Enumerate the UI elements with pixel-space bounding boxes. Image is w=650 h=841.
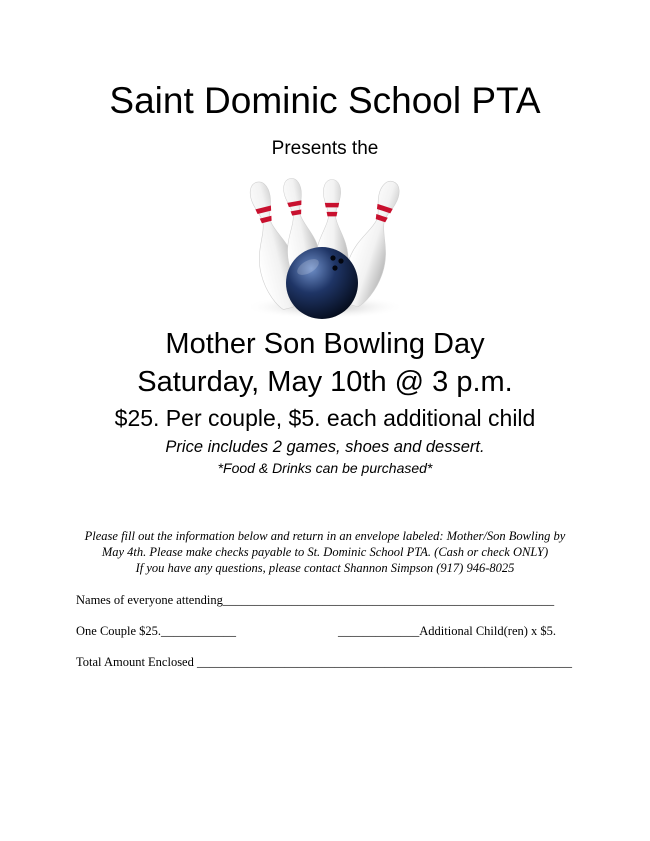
page-title: Saint Dominic School PTA	[109, 80, 541, 121]
instructions-line: May 4th. Please make checks payable to St. Dominic School PTA. (Cash or check ONLY)	[101, 545, 549, 559]
event-name: Mother Son Bowling Day	[165, 328, 485, 360]
bowling-pins-and-ball-icon	[240, 165, 410, 325]
names-attending-field[interactable]: Names of everyone attending_____________________________________________________	[76, 593, 555, 607]
instructions-line: Please fill out the information below and return in an envelope labeled: Mother/Son Bowling by	[84, 529, 566, 543]
finger-hole	[332, 265, 337, 270]
pin-stripe	[325, 203, 339, 208]
total-amount-field[interactable]: Total Amount Enclosed ____________________________________________________________	[76, 655, 572, 669]
presents-subtitle: Presents the	[271, 138, 379, 159]
pin-stripe	[327, 212, 338, 217]
food-note: *Food & Drinks can be purchased*	[217, 460, 433, 476]
event-date: Saturday, May 10th @ 3 p.m.	[137, 366, 513, 398]
instructions-line: If you have any questions, please contact Shannon Simpson (917) 946-8025	[135, 561, 515, 575]
price-includes: Price includes 2 games, shoes and dessert.	[165, 438, 485, 456]
finger-hole	[338, 258, 343, 263]
one-couple-field[interactable]: One Couple $25.____________	[76, 624, 237, 638]
additional-children-field[interactable]: _____________Additional Child(ren) x $5.	[338, 624, 557, 638]
event-price: $25. Per couple, $5. each additional child	[114, 405, 536, 431]
bowling-ball	[286, 247, 358, 319]
finger-hole	[330, 255, 335, 260]
